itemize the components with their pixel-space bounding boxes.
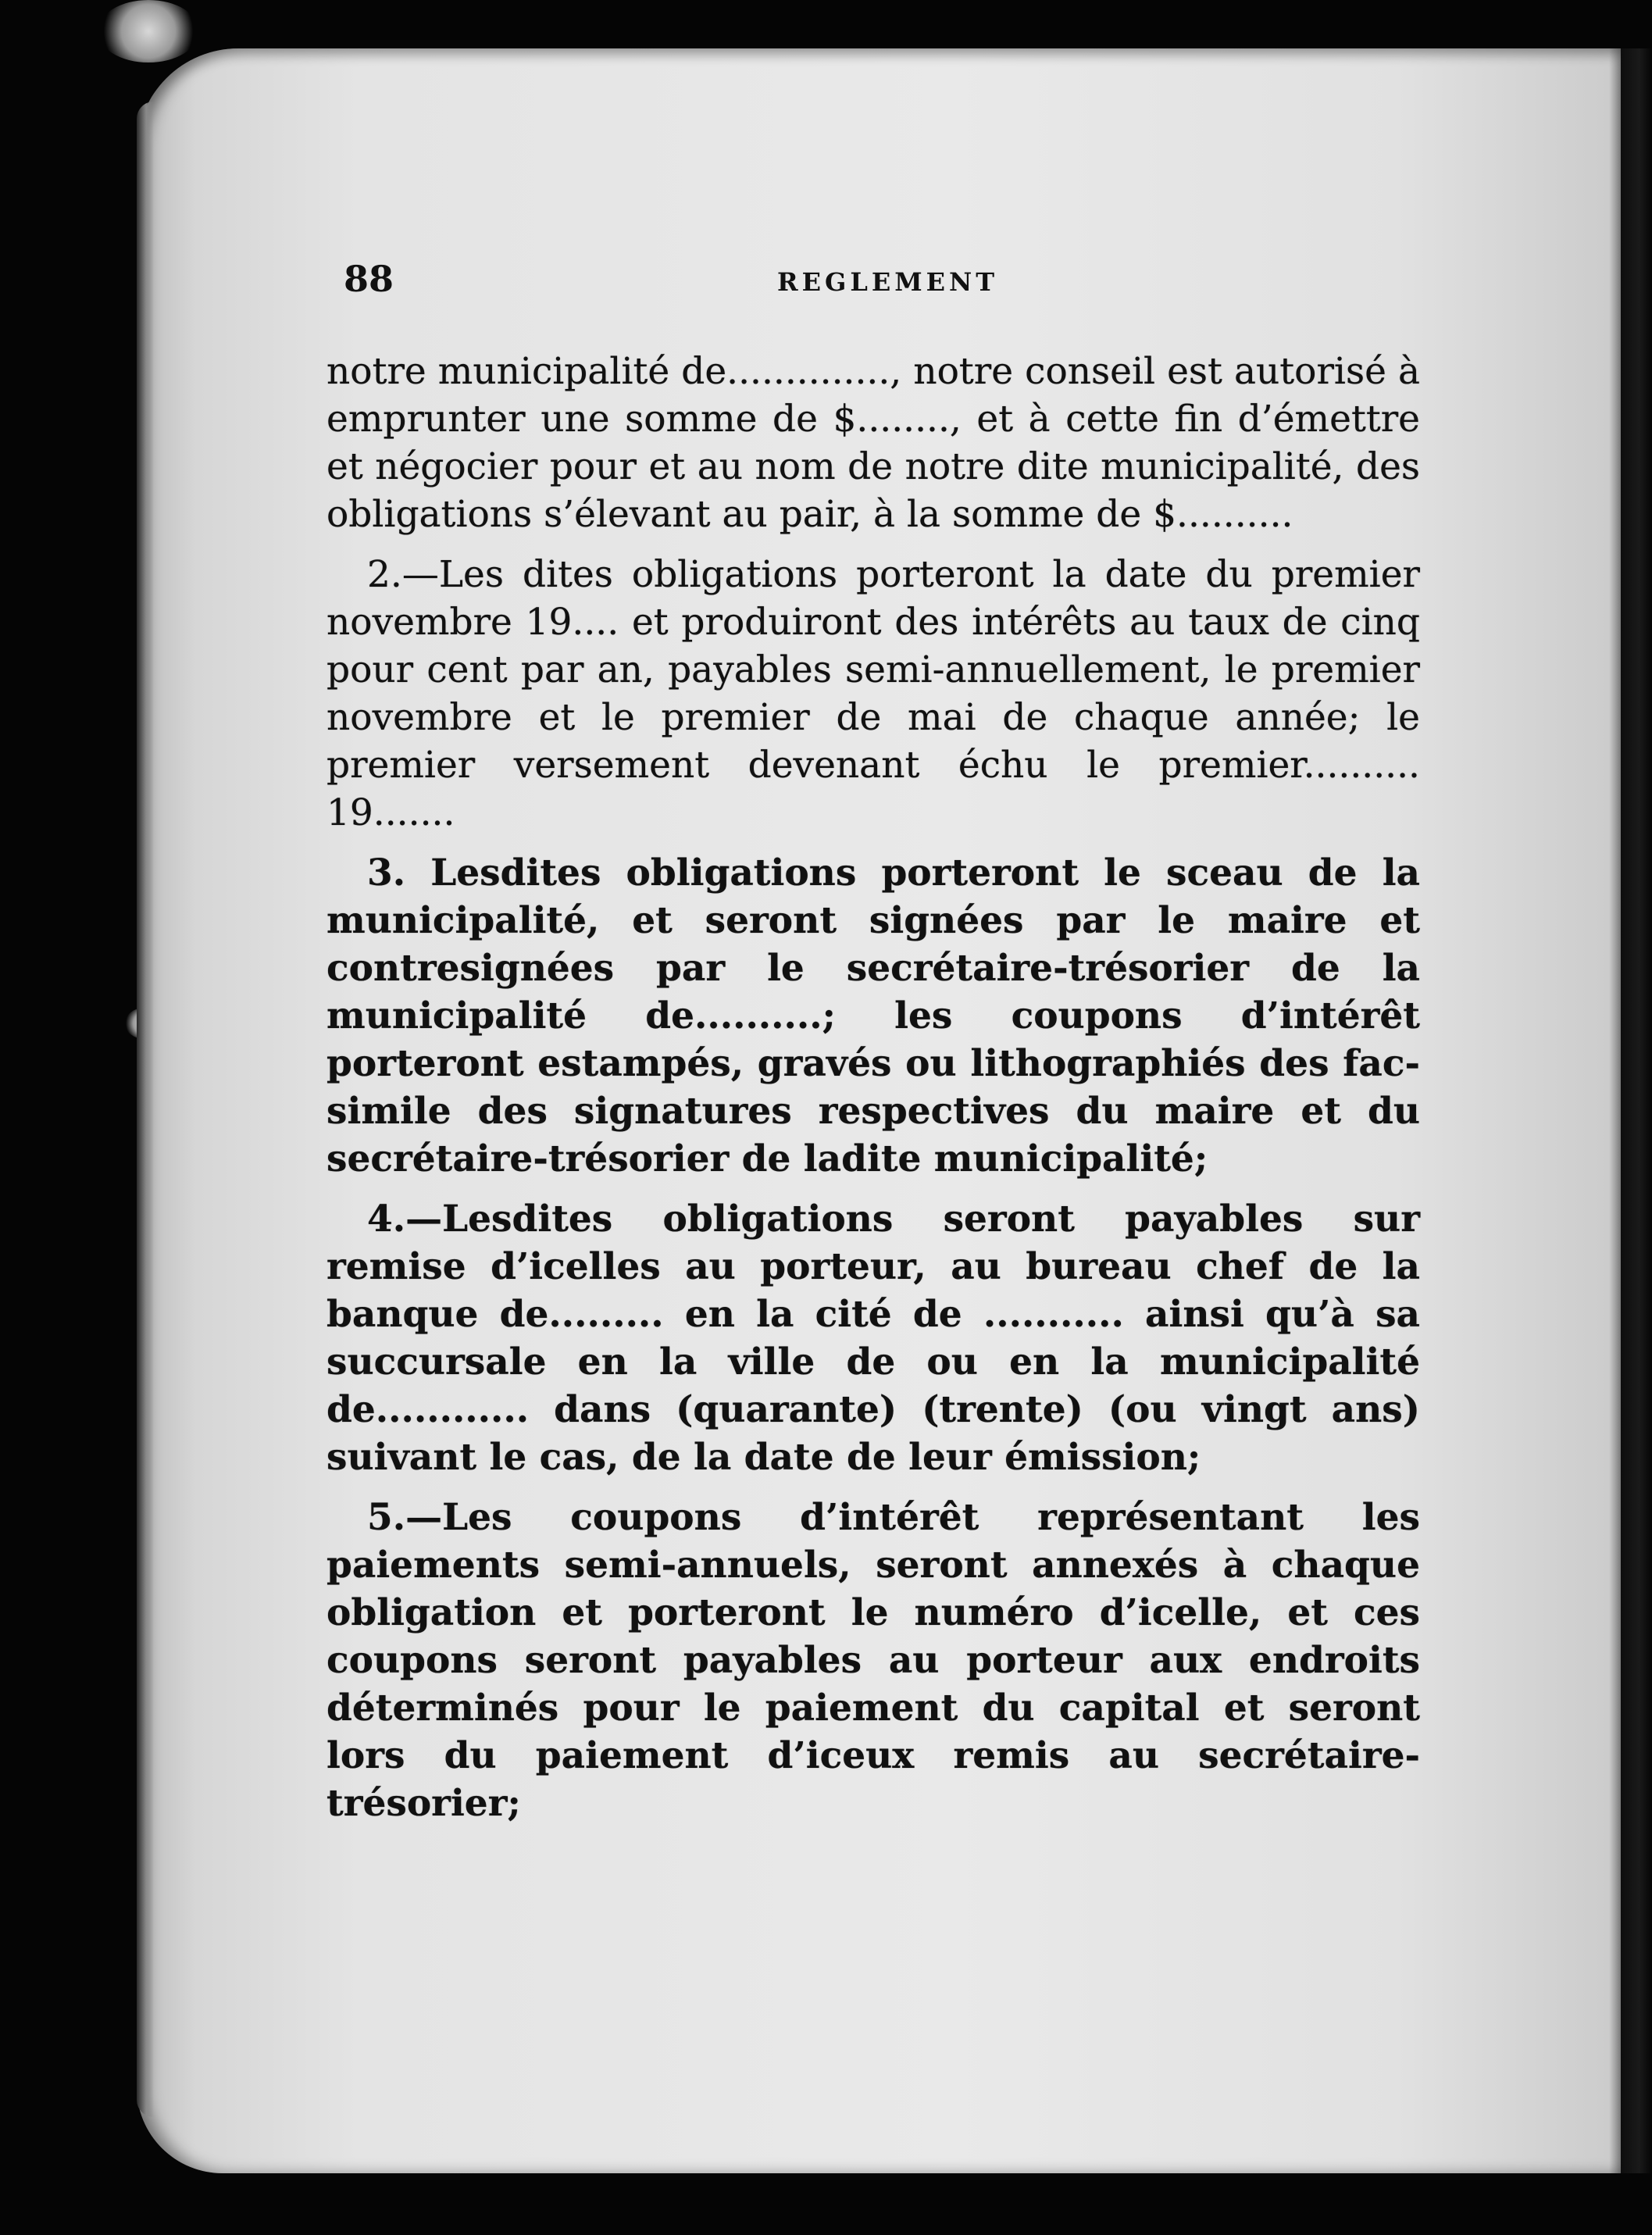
body-text — [326, 348, 1420, 1840]
paragraph-article-3: 3. Lesdites obligations porteront le sceau de la municipalité, et seront signées par le maire et contresignées par le secrétaire-trésorier de la municipalité de..........; les coupons d’intérêt porteront estampés, gravés ou lithographiés des fac-simile des signatures respectives du maire et du secrétaire-trésorier de ladite municipalité; — [326, 852, 1420, 1180]
paragraph-article-5: 5.—Les coupons d’intérêt représentant les paiements semi-annuels, seront annexés à chaque obligation et porteront le numéro d’icelle, et ces coupons seront payables au porteur aux endroits déterminés pour le paiement du capital et seront lors du paiement d’iceux remis au secrétaire-trésorier; — [326, 1496, 1420, 1825]
film-spot-top-left — [98, 0, 199, 62]
paragraph-article-4: 4.—Lesdites obligations seront payables sur remise d’icelles au porteur, au bureau chef de la banque de......... en la cité de ........... ainsi qu’à sa succursale en la ville de ou en la municipalité de............ dans (quarante) (trente) (ou vingt ans) suivant le cas, de la date de leur émission; — [326, 1198, 1420, 1479]
page-edge-shadow — [137, 102, 154, 2117]
gutter-shadow — [1609, 48, 1652, 2173]
paragraph-article-2: 2.—Les dites obligations porteront la date du premier novembre 19.... et produiront des intérêts au taux de cinq pour cent par an, payables semi-annuellement, le premier novembre et le premier de mai de chaque année; le premier versement devenant échu le premier.......... 19....... — [326, 553, 1420, 834]
running-head — [344, 258, 1406, 305]
header-title: REGLEMENT — [777, 267, 999, 297]
page-number: 88 — [344, 258, 394, 300]
paragraph-continuation: notre municipalité de.............., notre conseil est autorisé à emprunter une somme de $........, et à cette fin d’émettre et négocier pour et au nom de notre dite municipalité, des obligations s’élevant au pair, à la somme de $.......... — [326, 350, 1420, 536]
